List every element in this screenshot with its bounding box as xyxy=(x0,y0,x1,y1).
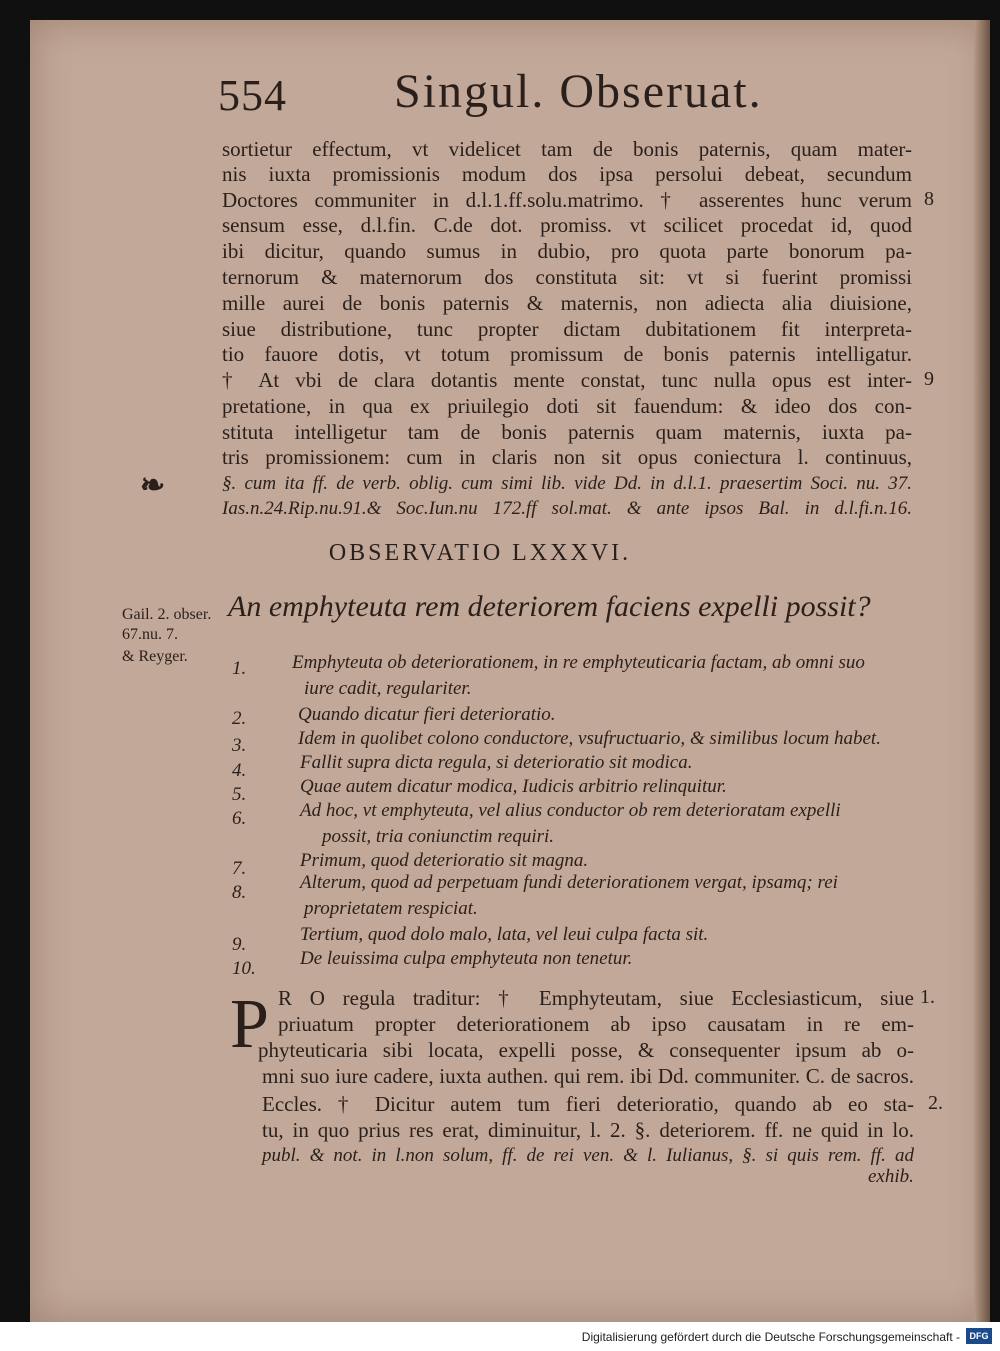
text-line: ternorum & maternorum dos constituta sit: vt si fuerint promissi xyxy=(222,265,912,289)
sidenote-line: & Reyger. xyxy=(122,648,188,665)
text-line: mille aurei de bonis paternis & maternis, non adiecta alia diuisione, xyxy=(222,291,912,315)
citation-line: §. cum ita ff. de verb. oblig. cum simi lib. vide Dd. in d.l.1. praesertim Soci. nu. 37. xyxy=(222,473,912,494)
text-line: Doctores communiter in d.l.1.ff.solu.matrimo. † asserentes hunc verum xyxy=(222,188,912,212)
summary-text: Primum, quod deterioratio sit magna. xyxy=(300,850,589,871)
text-line: nis iuxta promissionis modum dos ipsa persolui debeat, secundum xyxy=(222,162,912,186)
funding-notice: Digitalisierung gefördert durch die Deutsche Forschungsgemeinschaft - xyxy=(581,1330,960,1344)
summary-text: proprietatem respiciat. xyxy=(304,898,478,919)
summary-text: Idem in quolibet colono conductore, vsufructuario, & similibus locum habet. xyxy=(298,728,881,749)
summary-text: iure cadit, regulariter. xyxy=(304,678,472,699)
sidenote-line: 67.nu. 7. xyxy=(122,626,178,643)
summary-number: 7. xyxy=(232,858,247,879)
text-line: mni suo iure cadere, iuxta authen. qui rem. ibi Dd. communiter. C. de sacros. xyxy=(262,1064,914,1088)
text-line: sortietur effectum, vt videlicet tam de bonis paternis, quam mater- xyxy=(222,137,912,161)
text-line: R O regula traditur: † Emphyteutam, siue Ecclesiasticum, siue xyxy=(278,986,914,1010)
summary-number: 4. xyxy=(232,760,247,781)
citation-line: Ias.n.24.Rip.nu.91.& Soc.Iun.nu 172.ff sol.mat. & ante ipsos Bal. in d.l.fi.n.16. xyxy=(222,498,912,519)
summary-text: Tertium, quod dolo malo, lata, vel leui culpa facta sit. xyxy=(300,924,709,945)
text-line: Eccles. † Dicitur autem tum fieri deterioratio, quando ab eo sta- xyxy=(262,1092,914,1116)
summary-number: 2. xyxy=(232,708,247,729)
summary-number: 10. xyxy=(232,958,256,979)
text-line: † At vbi de clara dotantis mente constat, tunc nulla opus est inter- xyxy=(222,368,912,392)
summary-text: Quando dicatur fieri deterioratio. xyxy=(298,704,556,725)
text-line: priuatum propter deteriorationem ab ipso causatam in re em- xyxy=(278,1012,914,1036)
text-line: stituta intelligetur tam de bonis paternis quam maternis, iuxta pa- xyxy=(222,420,912,444)
citation-line: publ. & not. in l.non solum, ff. de rei ven. & l. Iulianus, §. si quis rem. ff. ad xyxy=(262,1145,914,1166)
summary-number: 5. xyxy=(232,784,247,805)
text-line: phyteuticaria sibi locata, expelli posse, & consequenter ipsum ab o- xyxy=(258,1038,914,1062)
summary-text: De leuissima culpa emphyteuta non tenetur. xyxy=(300,948,633,969)
summary-number: 9. xyxy=(232,934,247,955)
margin-number: 1. xyxy=(920,986,935,1008)
margin-number: 2. xyxy=(928,1092,943,1114)
page-gutter xyxy=(974,20,990,1322)
observation-title: OBSERVATIO LXXXVI. xyxy=(328,540,632,566)
summary-text: Ad hoc, vt emphyteuta, vel alius conductor ob rem deterioratam expelli xyxy=(300,800,841,821)
text-line: pretatione, in qua ex priuilegio doti sit fauendum: & ideo dos con- xyxy=(222,394,912,418)
dfg-logo: DFG xyxy=(966,1328,992,1344)
summary-text: possit, tria coniunctim requiri. xyxy=(322,826,555,847)
summary-text: Fallit supra dicta regula, si deterioratio sit modica. xyxy=(300,752,693,773)
sidenote-line: Gail. 2. obser. xyxy=(122,606,212,623)
summary-text: Quae autem dicatur modica, Iudicis arbitrio relinquitur. xyxy=(300,776,727,797)
digitization-footer xyxy=(0,1322,1000,1351)
text-line: tris promissionem: cum in claris non sit opus coniectura l. continuus, xyxy=(222,445,912,469)
summary-number: 6. xyxy=(232,808,247,829)
text-line: ibi dicitur, quando sumus in dubio, pro quota parte bonorum pa- xyxy=(222,239,912,263)
summary-text: Alterum, quod ad perpetuam fundi deteriorationem vergat, ipsamq; rei xyxy=(300,872,838,893)
page-number: 554 xyxy=(218,71,287,120)
ink-mark: ❧ xyxy=(140,469,166,502)
observation-question: An emphyteuta rem deteriorem faciens expelli possit? xyxy=(228,590,871,623)
summary-text: Emphyteuta ob deteriorationem, in re emphyteuticaria factam, ab omni suo xyxy=(292,652,865,673)
margin-number: 8 xyxy=(924,188,934,210)
catchword: exhib. xyxy=(868,1166,914,1187)
drop-cap: P xyxy=(230,986,269,1063)
summary-number: 3. xyxy=(232,735,247,756)
text-line: tio fauore dotis, vt totum promissum de bonis paternis intelligatur. xyxy=(222,342,912,366)
summary-number: 8. xyxy=(232,882,247,903)
summary-number: 1. xyxy=(232,658,247,679)
text-line: tu, in quo prius res erat, diminuitur, l. 2. §. deteriorem. ff. ne quid in lo. xyxy=(262,1118,914,1142)
text-line: sensum esse, d.l.fin. C.de dot. promiss. vt scilicet procedat id, quod xyxy=(222,213,912,237)
text-line: siue distributione, tunc propter dictam dubitationem fit interpreta- xyxy=(222,317,912,341)
running-head: Singul. Obseruat. xyxy=(394,65,763,118)
margin-number: 9 xyxy=(924,368,934,390)
